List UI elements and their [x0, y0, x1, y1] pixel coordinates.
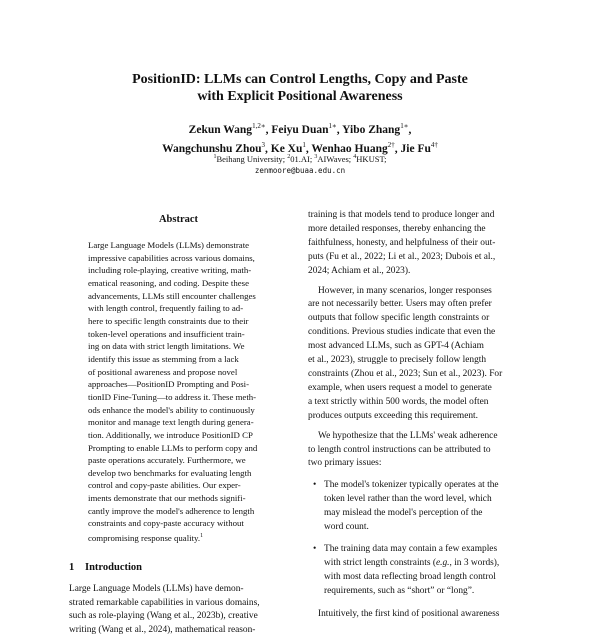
text-line: example, when users request a model to generate: [308, 382, 492, 393]
text-line: may mislead the model's perception of the: [324, 508, 483, 519]
text-line: Large Language Models (LLMs) demonstrate: [88, 240, 250, 250]
text-line: Large Language Models (LLMs) have demon-: [69, 583, 244, 594]
text-line: requirements, such as “short” or “long”.: [324, 585, 475, 596]
text-line: tionID Fine-Tuning—to address it. These meth-: [88, 391, 257, 402]
text-line: However, in many scenarios, longer responses: [318, 285, 492, 296]
author-name: , Wenhao Huang: [305, 143, 388, 156]
text-line: identify this issue as stemming from a lack: [88, 353, 239, 364]
text-line: [88, 530, 276, 545]
text-line: word count.: [324, 522, 369, 533]
author-affil-mark: 3: [261, 141, 265, 150]
text-line: ods enhance the model's ability to continuously: [88, 404, 255, 415]
text-line: control and copy-paste abilities. Our exper-: [88, 480, 241, 491]
affil-text: HKUST;: [356, 153, 387, 164]
paragraph-1: [308, 209, 531, 279]
text-line: with length control, frequently failing to ad-: [88, 303, 244, 314]
text-line: iments demonstrate that our methods signifi-: [88, 493, 246, 504]
text-line: Prompting to enable LLMs to perform copy and: [88, 442, 258, 453]
author-name: Wangchunshu Zhou: [162, 143, 262, 156]
footnote-mark: 1: [200, 533, 204, 540]
bullet-item-2: [308, 543, 531, 599]
text-line: strated remarkable capabilities in various domains,: [69, 597, 260, 608]
text-line: puts (Fu et al., 2022; Li et al., 2023; Dubois et al.,: [308, 251, 496, 262]
text-line: of positional awareness and propose novel: [88, 366, 238, 377]
left-column: [69, 213, 288, 638]
text-line: ematical reasoning, and coding. Despite these: [88, 277, 249, 288]
affil-mark: 2: [287, 154, 291, 160]
text-line: monitor and manage text length during genera-: [88, 417, 254, 428]
text-line: conditions. Previous studies indicate that even the: [308, 327, 496, 338]
text-line: constraints (Zhou et al., 2023; Sun et al., 2023). For: [308, 368, 503, 379]
bullet-icon: •: [313, 480, 317, 491]
author-name: , Yibo Zhang: [336, 123, 401, 136]
author-name: , Ke Xu: [265, 143, 303, 156]
author-affil-mark: 1: [302, 141, 306, 150]
text-line: cantly improve the model's adherence to length: [88, 505, 255, 516]
text-line: training is that models tend to produce longer and: [308, 210, 495, 220]
text-line: The model's tokenizer typically operates at the: [324, 480, 499, 491]
text-line: two primary issues:: [308, 458, 382, 469]
text-run: with strict length constraints (: [324, 557, 436, 568]
author-name: , Feiyu Duan: [265, 123, 329, 136]
paragraph-2: [308, 285, 531, 424]
text-line: approaches—PositionID Prompting and Posi-: [88, 379, 250, 390]
text-line: advancements, LLMs still encounter challenges: [88, 290, 256, 301]
affil-mark: 1: [213, 154, 217, 160]
text-line: ing on data with strict length limitations. We: [88, 341, 245, 352]
author-affil-mark: 1∗: [328, 122, 337, 130]
text-line: tion. Additionally, we introduce PositionID CP: [88, 429, 253, 440]
abstract-heading: Abstract: [158, 214, 199, 225]
text-line: develop two benchmarks for evaluating length: [88, 467, 252, 478]
text-line: faithfulness, honesty, and helpfulness of their out-: [308, 237, 496, 248]
section-title: Introduction: [85, 561, 142, 573]
text-line: are not necessarily better. Users may often prefer: [308, 299, 492, 310]
text-line: such as role-playing (Wang et al., 2023b), creative: [69, 611, 258, 622]
title-line-1: PositionID: LLMs can Control Lengths, Copy and Paste: [132, 72, 468, 87]
paragraph-3: [308, 430, 531, 472]
text-line: to length control instructions can be attributed to: [308, 444, 491, 455]
right-column: [308, 209, 531, 621]
text-line: most advanced LLMs, such as GPT-4 (Achiam: [308, 341, 484, 352]
bullet-text: [324, 543, 531, 599]
section-number: 1: [69, 561, 75, 573]
text-line: [324, 557, 531, 571]
affil-text: Beihang University;: [216, 153, 288, 164]
text-line: et al., 2023), struggle to precisely follow length: [308, 355, 487, 366]
affil-text: AIWaves;: [317, 153, 354, 164]
author-separator: ,: [408, 123, 412, 136]
text-line: impressive capabilities across various domains,: [88, 252, 255, 263]
affil-mark: 4: [353, 154, 357, 160]
text-line: more detailed responses, thereby enhancing the: [308, 223, 486, 234]
bullet-item-1: [308, 479, 531, 535]
text-line: token level rather than the word level, which: [324, 494, 492, 505]
text-line: Intuitively, the first kind of positional awareness: [318, 608, 500, 619]
author-affil-mark: 2†: [387, 141, 395, 150]
affil-text: 01.AI;: [290, 153, 315, 164]
introduction-body: [69, 583, 288, 638]
affil-mark: 3: [314, 154, 318, 160]
text-line: writing (Wang et al., 2024), mathematical reason-: [69, 625, 256, 636]
text-line: We hypothesize that the LLMs' weak adherence: [318, 430, 498, 441]
author-line-1: [40, 119, 560, 138]
text-line: constraints and copy-paste accuracy without: [88, 518, 244, 529]
author-affil-mark: 1∗: [400, 122, 409, 130]
contact-email: zenmoore@buaa.edu.cn: [254, 166, 346, 175]
bullet-icon: •: [313, 543, 317, 554]
text-line: including role-playing, creative writing, math-: [88, 265, 252, 276]
text-line: The training data may contain a few examples: [324, 543, 498, 554]
section-heading-introduction: [69, 561, 288, 575]
text-line: produces outputs exceeding this requirement.: [308, 410, 479, 421]
text-line: here to specific length constraints due to their: [88, 315, 249, 326]
text-run: compromising response quality.: [88, 533, 201, 544]
text-line: 2024; Achiam et al., 2023).: [308, 265, 411, 276]
title-line-2: with Explicit Positional Awareness: [197, 89, 403, 104]
italic-text: e.g.: [435, 557, 450, 568]
author-name: Zekun Wang: [188, 123, 253, 136]
cutoff-paragraph: [308, 608, 531, 622]
bullet-text: [324, 479, 531, 535]
text-line: with most data reflecting broad length control: [324, 571, 496, 582]
author-affil-mark: 1,2∗: [252, 122, 266, 130]
text-line: outputs that follow specific length constraints or: [308, 313, 490, 324]
text-line: token-level operations and insufficient train-: [88, 328, 245, 339]
paper-title: [40, 71, 560, 105]
affiliations: [40, 151, 560, 165]
text-line: a text strictly within 500 words, the model often: [308, 396, 489, 407]
abstract-body: [88, 239, 276, 545]
text-line: paste operations accurately. Furthermore, we: [88, 455, 246, 466]
text-run: , in 3 words),: [449, 557, 500, 568]
author-affil-mark: 4†: [430, 141, 438, 150]
author-name: , Jie Fu: [394, 143, 431, 156]
